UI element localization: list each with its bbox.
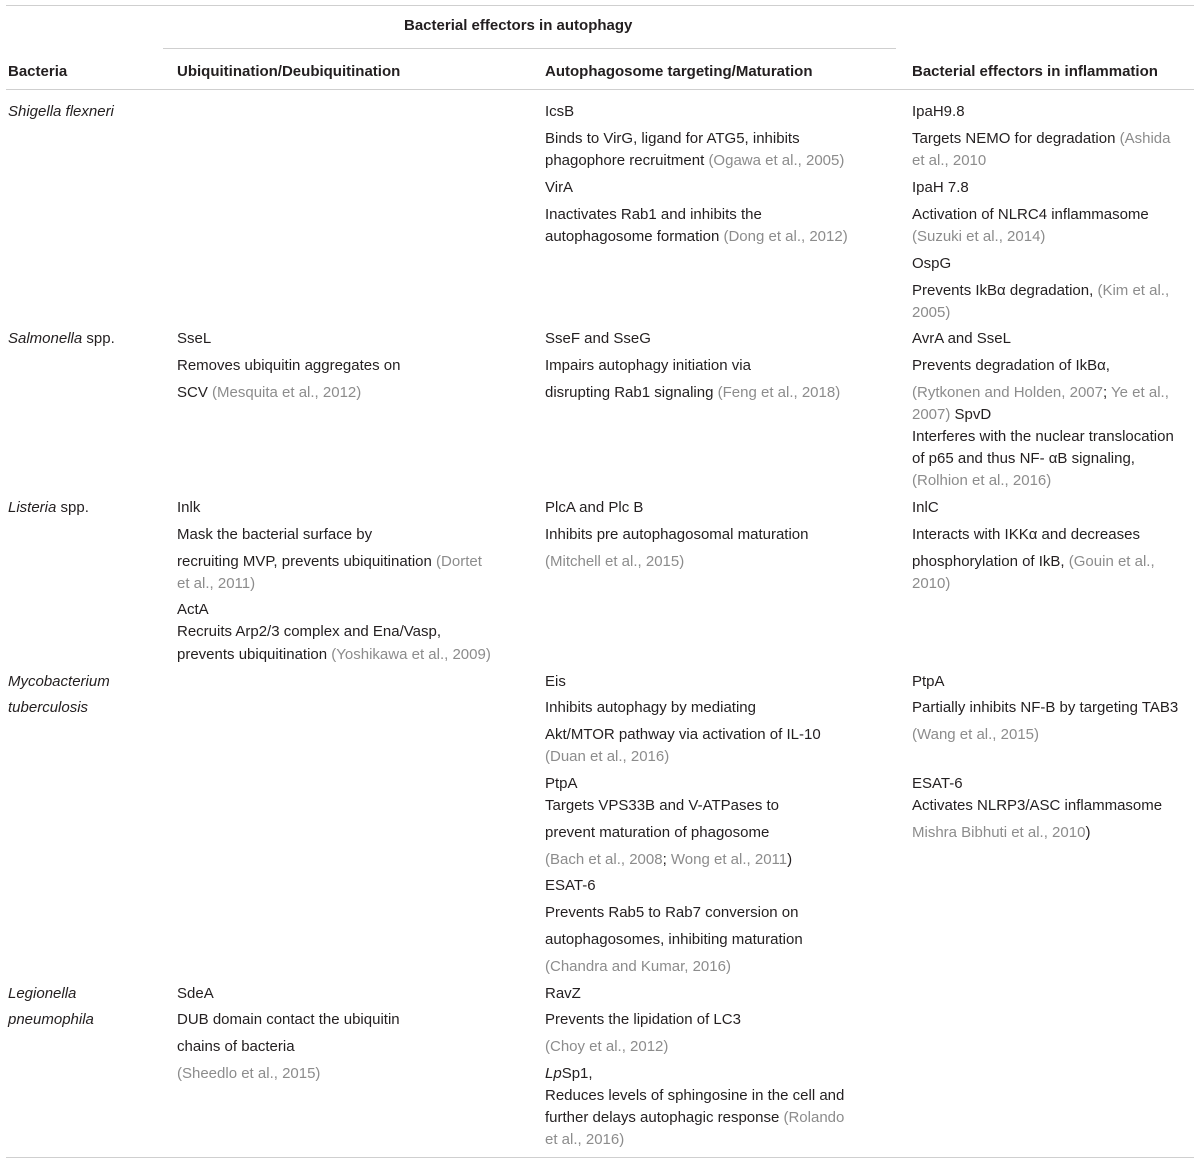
bacteria-name: pneumophila <box>8 1011 94 1028</box>
reference: (Rolhion et al., 2016) <box>912 472 1052 489</box>
effector-description: Binds to VirG, ligand for ATG5, inhibits <box>545 130 800 147</box>
reference: et al., 2010 <box>912 152 987 169</box>
reference: (Chandra and Kumar, 2016) <box>545 958 731 975</box>
effector-description: Prevents the lipidation of LC3 <box>545 1011 741 1028</box>
effector-name: LpSp1, <box>545 1065 593 1082</box>
effector-description: Akt/MTOR pathway via activation of IL-10 <box>545 726 821 743</box>
effector-name: IpaH 7.8 <box>912 179 969 196</box>
effector-description: disrupting Rab1 signaling (Feng et al., 2018) <box>545 384 841 401</box>
bacteria-name: Legionella <box>8 985 77 1002</box>
top-rule <box>6 5 1194 6</box>
effector-description: prevents ubiquitination (Yoshikawa et al., 2009) <box>177 646 491 663</box>
effector-name: PtpA <box>912 673 945 690</box>
reference: (Rytkonen and Holden, 2007; Ye et al., <box>912 384 1169 401</box>
bottom-rule <box>6 1157 1194 1158</box>
effector-description: Inhibits pre autophagosomal maturation <box>545 526 809 543</box>
effector-description: Targets VPS33B and V-ATPases to <box>545 797 780 814</box>
group-header-autophagy: Bacterial effectors in autophagy <box>404 17 633 34</box>
effector-description: Activation of NLRC4 inflammasome <box>912 206 1149 223</box>
effector-name: IpaH9.8 <box>912 103 965 120</box>
column-header-autophagosome: Autophagosome targeting/Maturation <box>545 63 813 80</box>
effector-name: RavZ <box>545 985 581 1002</box>
effector-description: Targets NEMO for degradation (Ashida <box>912 130 1171 147</box>
column-header-ubiquitination: Ubiquitination/Deubiquitination <box>177 63 401 80</box>
effector-description: Prevents degradation of IkBα, <box>912 357 1110 374</box>
effector-description: Recruits Arp2/3 complex and Ena/Vasp, <box>177 623 442 640</box>
effector-description: phosphorylation of IkB, (Gouin et al., <box>912 553 1155 570</box>
effector-description: Mask the bacterial surface by <box>177 526 373 543</box>
reference: (Suzuki et al., 2014) <box>912 228 1046 245</box>
reference: (Choy et al., 2012) <box>545 1038 669 1055</box>
effector-description: of p65 and thus NF- αB signaling, <box>912 450 1135 467</box>
bacteria-name: Listeria spp. <box>8 499 89 516</box>
effector-name: ESAT-6 <box>545 877 596 894</box>
effector-description: Partially inhibits NF-B by targeting TAB3 <box>912 699 1179 716</box>
effector-name: Inlk <box>177 499 201 516</box>
effector-name: PlcA and Plc B <box>545 499 644 516</box>
reference: et al., 2011) <box>177 575 256 592</box>
effector-name: AvrA and SseL <box>912 330 1011 347</box>
column-header-bacteria: Bacteria <box>8 63 68 80</box>
effector-name: IcsB <box>545 103 575 120</box>
column-header-inflammation: Bacterial effectors in inflammation <box>912 63 1158 80</box>
effector-description: Inhibits autophagy by mediating <box>545 699 756 716</box>
effector-description: prevent maturation of phagosome <box>545 824 770 841</box>
effector-description: Interacts with IKKα and decreases <box>912 526 1140 543</box>
bacteria-name: tuberculosis <box>8 699 89 716</box>
effector-name: SdeA <box>177 985 214 1002</box>
effector-description: Interferes with the nuclear translocation <box>912 428 1174 445</box>
header-bottom-rule <box>6 89 1194 90</box>
effector-description: phagophore recruitment (Ogawa et al., 2005) <box>545 152 845 169</box>
effector-name: InlC <box>912 499 939 516</box>
effector-description: Inactivates Rab1 and inhibits the <box>545 206 762 223</box>
reference: et al., 2016) <box>545 1131 625 1148</box>
effector-description: DUB domain contact the ubiquitin <box>177 1011 400 1028</box>
reference: (Duan et al., 2016) <box>545 748 670 765</box>
effector-name: ESAT-6 <box>912 775 963 792</box>
effector-name: SseL <box>177 330 212 347</box>
reference: 2010) <box>912 575 951 592</box>
bacteria-name: Salmonella spp. <box>8 330 115 347</box>
effector-description: Activates NLRP3/ASC inflammasome <box>912 797 1163 814</box>
effector-name: VirA <box>545 179 574 196</box>
effector-name: OspG <box>912 255 952 272</box>
effector-description: autophagosome formation (Dong et al., 2012) <box>545 228 848 245</box>
effector-description: Removes ubiquitin aggregates on <box>177 357 401 374</box>
effector-description: further delays autophagic response (Rolando <box>545 1109 845 1126</box>
effector-description: Prevents IkBα degradation, (Kim et al., <box>912 282 1170 299</box>
effector-name: PtpA <box>545 775 578 792</box>
effector-description: SCV (Mesquita et al., 2012) <box>177 384 362 401</box>
effector-name: Eis <box>545 673 566 690</box>
effector-description: Prevents Rab5 to Rab7 conversion on <box>545 904 799 921</box>
effector-description: autophagosomes, inhibiting maturation <box>545 931 803 948</box>
effector-description: Reduces levels of sphingosine in the cell and <box>545 1087 845 1104</box>
effector-name: 2007) SpvD <box>912 406 992 423</box>
effector-name: ActA <box>177 601 209 618</box>
effector-name: SseF and SseG <box>545 330 651 347</box>
reference: 2005) <box>912 304 951 321</box>
effector-description: chains of bacteria <box>177 1038 295 1055</box>
bacteria-name: Mycobacterium <box>8 673 110 690</box>
reference: (Mitchell et al., 2015) <box>545 553 685 570</box>
reference: (Bach et al., 2008; Wong et al., 2011) <box>545 851 793 868</box>
group-header-rule <box>163 48 896 49</box>
reference: (Wang et al., 2015) <box>912 726 1040 743</box>
bacteria-name: Shigella flexneri <box>8 103 114 120</box>
effector-description: recruiting MVP, prevents ubiquitination (Dortet <box>177 553 482 570</box>
effector-description: Impairs autophagy initiation via <box>545 357 751 374</box>
reference: Mishra Bibhuti et al., 2010) <box>912 824 1091 841</box>
reference: (Sheedlo et al., 2015) <box>177 1065 321 1082</box>
